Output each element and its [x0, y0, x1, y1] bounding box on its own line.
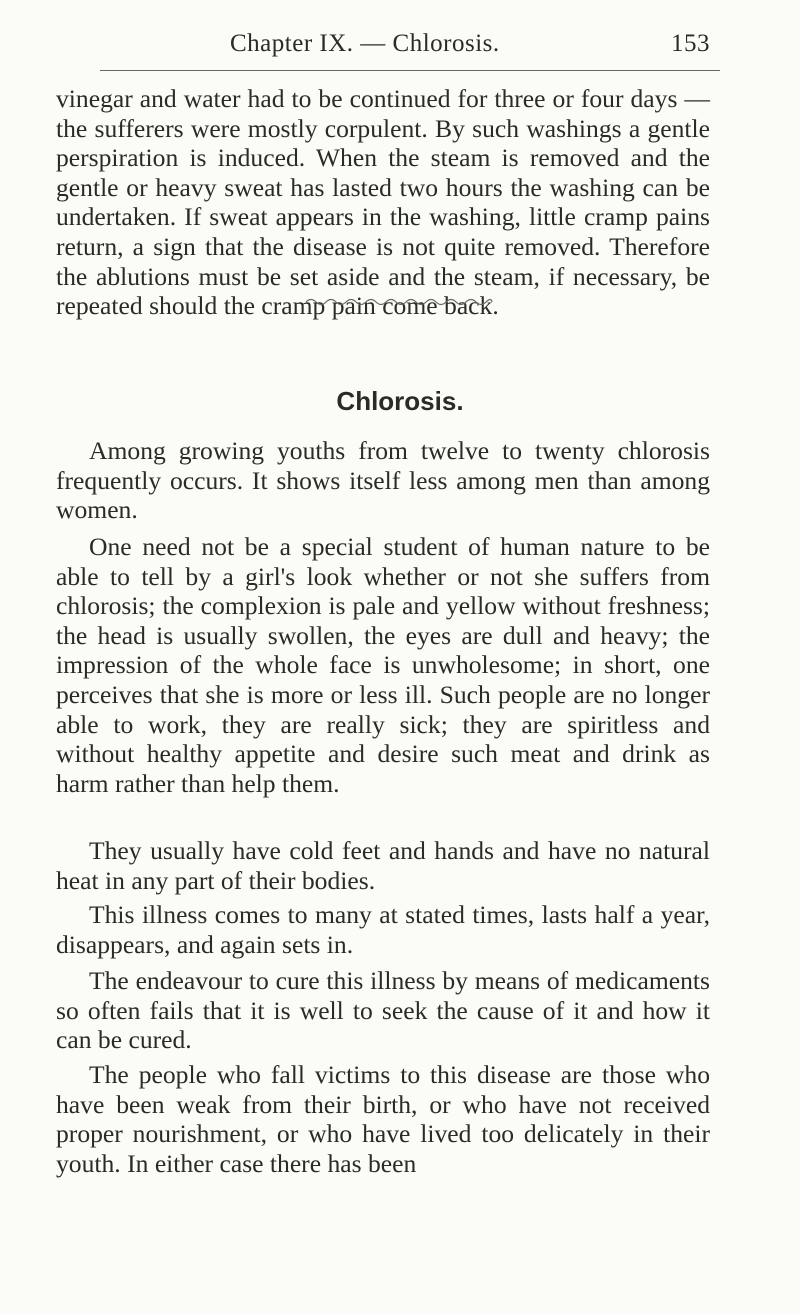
section-title: Chlorosis. — [336, 386, 464, 416]
running-header — [230, 26, 710, 62]
paragraph: The endeavour to cure this illness by means of medicaments so often fails that it is well to seek the cause of it and how it can be cured. — [56, 966, 710, 1055]
paragraph: This illness comes to many at stated times, lasts half a year, disappears, and again sets in. — [56, 900, 710, 959]
paragraph: They usually have cold feet and hands and have no natural heat in any part of their bodies. — [56, 836, 710, 895]
paragraph: The people who fall victims to this disease are those who have been weak from their birth, or who have not received proper nourishment, or who have lived too delicately in their youth. In either case there has been — [56, 1060, 710, 1178]
header-rule — [100, 70, 720, 71]
paragraph: One need not be a special student of human nature to be able to tell by a girl's look whether or not she suffers from chlorosis; the complexion is pale and yellow without freshness; the head is usually swollen, the eyes are dull and heavy; the impression of the whole face is unwholesome; in short, one perceives that she is more or less ill. Such people are no longer able to work, they are really sick; they are spiritless and without healthy appetite and desire such meat and drink as harm rather than help them. — [56, 532, 710, 798]
wavy-ornament-divider — [304, 296, 494, 308]
page-number: 153 — [671, 30, 710, 57]
chapter-heading: Chapter IX. — Chlorosis. — [230, 30, 500, 57]
paragraph: Among growing youths from twelve to twenty chlorosis frequently occurs. It shows itself less among men than among women. — [56, 436, 710, 525]
paragraph-continued: vinegar and water had to be continued for three or four days — the sufferers were mostly corpulent. By such washings a gentle perspiration is induced. When the steam is removed and the gentle or heavy sweat has lasted two hours the washing can be undertaken. If sweat appears in the washing, little cramp pains return, a sign that the disease is not quite removed. Therefore the ablutions must be set aside and the steam, if necessary, be repeated should the cramp pain come back. — [56, 84, 710, 321]
